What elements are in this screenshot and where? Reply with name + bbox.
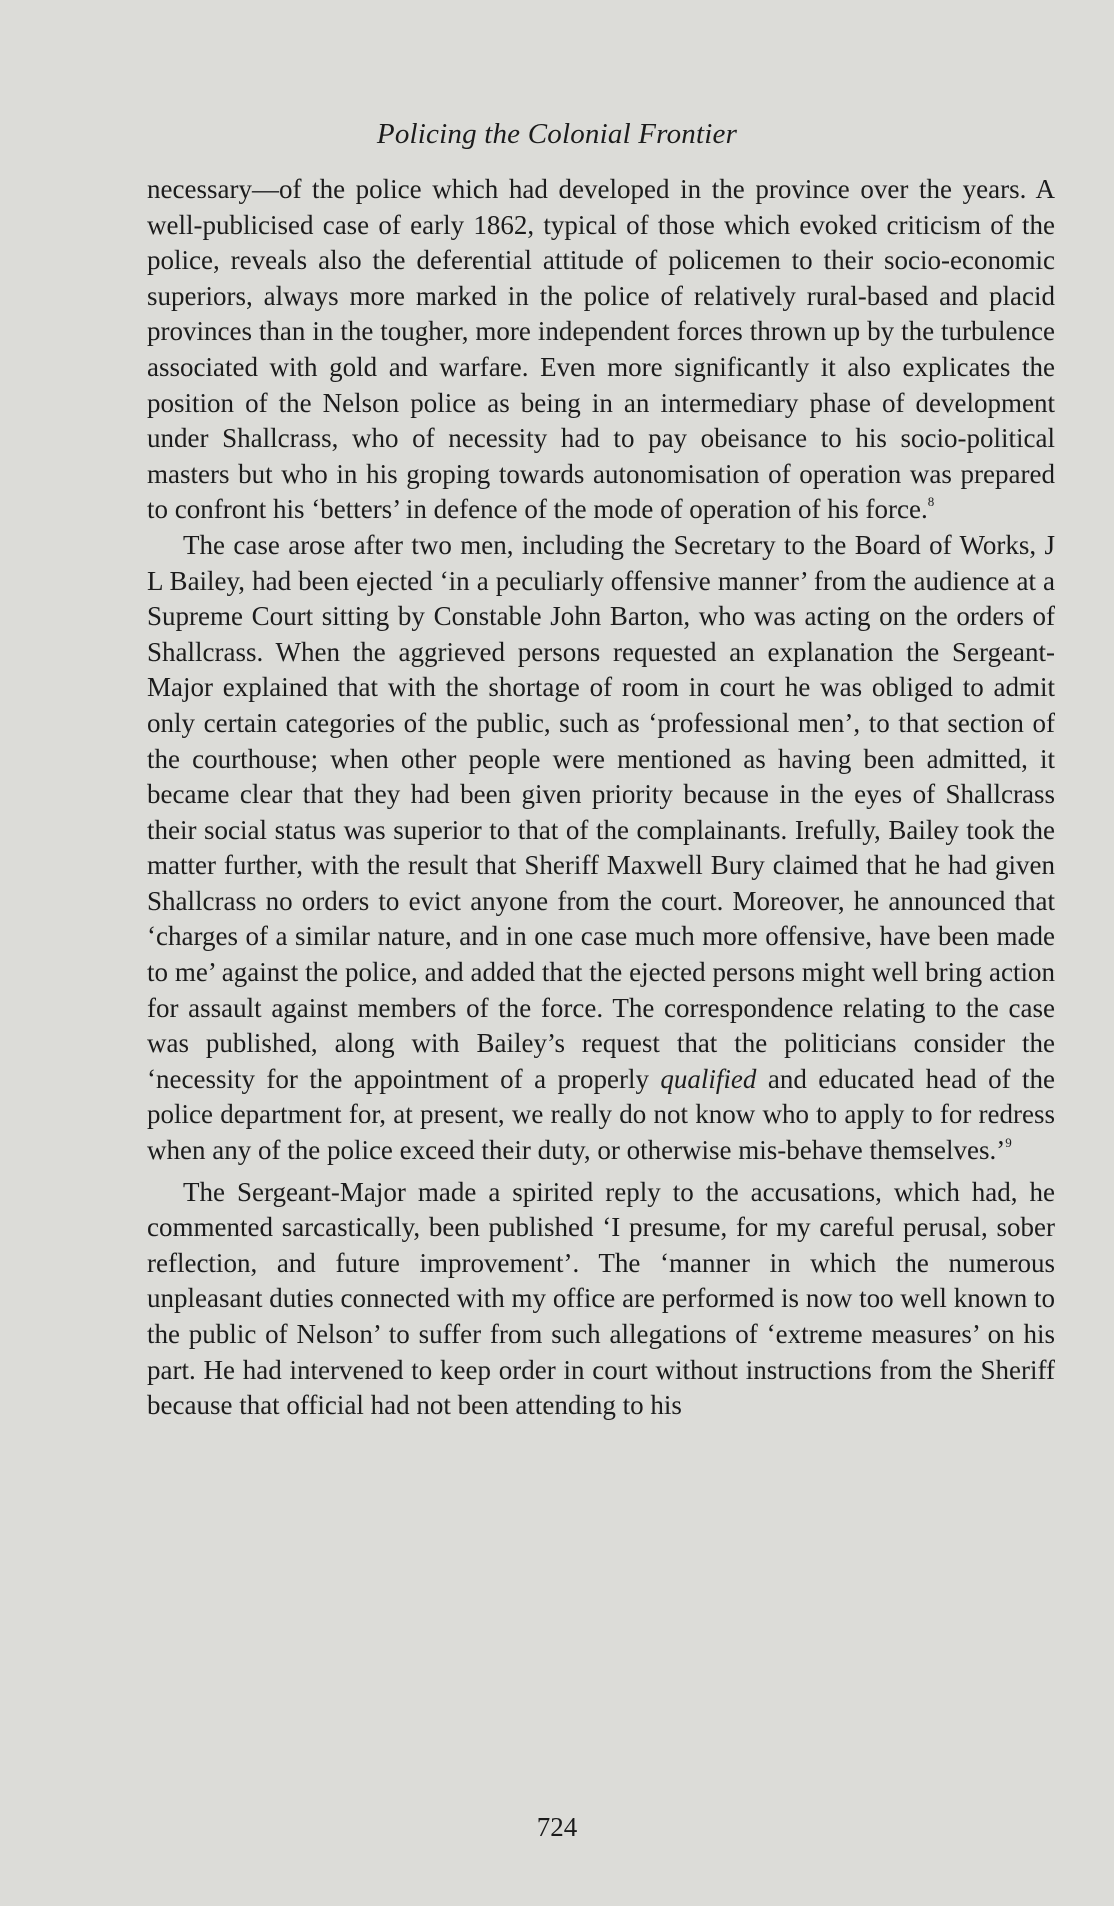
paragraph-1 (147, 172, 1055, 528)
running-head: Policing the Colonial Frontier (376, 118, 738, 150)
paragraph-1-text: necessary—of the police which had developed in the province over the years. A well-publicised case of early 1862, typical of those which evoked criticism of the police, reveals also the deferential attitude of policemen to their socio-economic superiors, always more marked in the police of relatively rural-based and placid provinces than in the tougher, more independent forces thrown up by the turbulence associated with gold and warfare. Even more significantly it also explicates the position of the Nelson police as being in an intermediary phase of development under Shallcrass, who of necessity had to pay obeisance to his socio-political masters but who in his groping towards autonomisation of operation was prepared to confront his ‘betters’ in defence of the mode of operation of his force. (147, 174, 1055, 525)
paragraph-2 (147, 528, 1055, 1169)
footnote-ref-8[interactable]: 8 (927, 494, 935, 510)
paragraph-2-text-b: and educated head of the police department for, at present, we really do not know who to apply to for redress when any of the police exceed their duty, or otherwise mis-behave themselves.’ (147, 1063, 1055, 1166)
paragraph-3-text: The Sergeant-Major made a spirited reply to the accusations, which had, he commented sarcastically, been published ‘I presume, for my careful perusal, sober reflection, and future improvement’. The ‘manner in which the numerous unpleasant duties connected with my office are performed is now too well known to the public of Nelson’ to suffer from such allegations of ‘extreme measures’ on his part. He had intervened to keep order in court without instructions from the Sheriff because that official had not been attending to his (147, 1176, 1055, 1421)
footnote-ref-9[interactable]: 9 (1005, 1135, 1012, 1151)
paragraph-3 (147, 1175, 1055, 1424)
page-number: 724 (536, 1812, 578, 1842)
paragraph-2-italic: qualified (660, 1063, 757, 1094)
paragraph-2-text-a: The case arose after two men, including the Secretary to the Board of Works, J L Bailey, had been ejected ‘in a peculiarly offensive manner’ from the audience at a Supreme Court sitting by Constable John Barton, who was acting on the orders of Shallcrass. When the aggrieved persons requested an explanation the Sergeant-Major explained that with the shortage of room in court he was obliged to admit only certain categories of the public, such as ‘professional men’, to that section of the courthouse; when other people were mentioned as having been admitted, it became clear that they had been given priority because in the eyes of Shallcrass their social status was superior to that of the complainants. Irefully, Bailey took the matter further, with the result that Sheriff Maxwell Bury claimed that he had given Shallcrass no orders to evict anyone from the court. Moreover, he announced that ‘charges of a similar nature, and in one case much more offensive, have been made to me’ against the police, and added that the ejected persons might well bring action for assault against members of the force. The correspondence relating to the case was published, along with Bailey’s request that the politicians consider the ‘necessity for the appointment of a properly (147, 529, 1055, 1094)
body-text (147, 172, 1055, 1424)
